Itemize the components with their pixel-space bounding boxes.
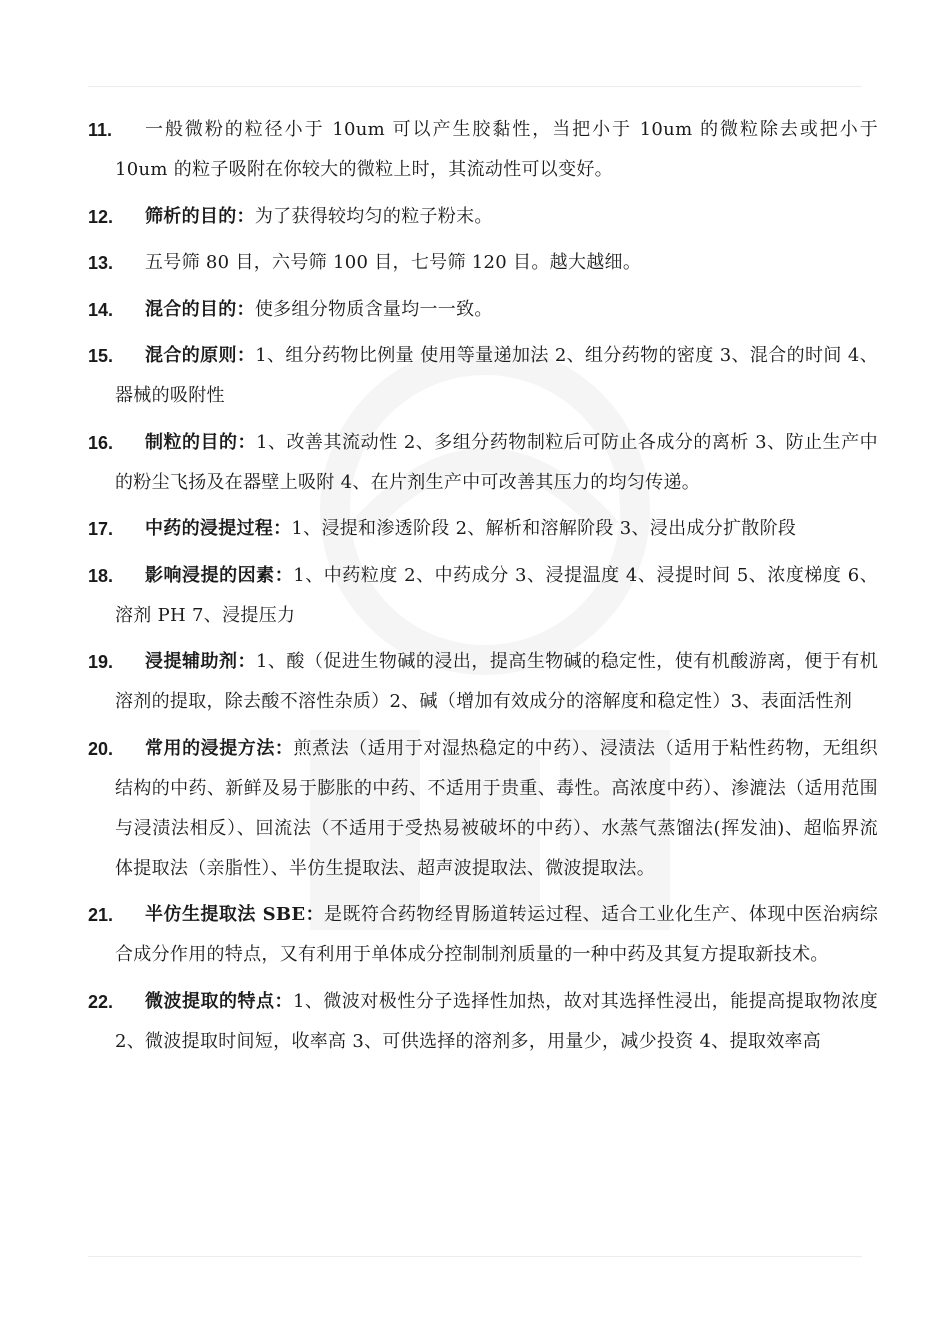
- item-body: 一般微粉的粒径小于 10um 可以产生胶黏性，当把小于 10um 的微粒除去或把小于 10um 的粒子吸附在你较大的微粒上时，其流动性可以变好。: [115, 119, 878, 180]
- item-number: 20.: [88, 738, 114, 759]
- item-number: 17.: [88, 519, 114, 539]
- item-number: 12.: [88, 206, 114, 227]
- item-body: 1、酸（促进生物碱的浸出，提高生物碱的稳定性，使有机酸游离，便于有机溶剂的提取，除去酸不溶性杂质）2、碱（增加有效成分的溶解度和稳定性）3、表面活性剂: [115, 651, 878, 712]
- item-number: 19.: [88, 652, 114, 672]
- item-text: [115, 982, 878, 1062]
- item-text: [115, 556, 878, 636]
- item-number: 21.: [88, 905, 114, 925]
- item-term: 半仿生提取法 SBE：: [145, 904, 325, 925]
- list-item: [88, 642, 878, 722]
- item-text: [115, 895, 878, 975]
- header-divider: [88, 86, 862, 87]
- item-number: 11.: [88, 120, 113, 140]
- item-body: 五号筛 80 目，六号筛 100 目，七号筛 120 目。越大越细。: [145, 252, 642, 273]
- item-text: [115, 290, 878, 330]
- item-body: 1、浸提和渗透阶段 2、解析和溶解阶段 3、浸出成分扩散阶段: [291, 518, 797, 539]
- item-text: [115, 423, 878, 503]
- item-term: 中药的浸提过程：: [145, 518, 292, 539]
- list-item: [88, 982, 878, 1062]
- list-item: [88, 110, 878, 190]
- item-number: 18.: [88, 565, 114, 586]
- item-text: [115, 509, 878, 549]
- item-body: 是既符合药物经胃肠道转运过程、适合工业化生产、体现中医治病综合成分作用的特点，又有利用于单体成分控制制剂质量的一种中药及其复方提取新技术。: [115, 904, 879, 965]
- item-number: 22.: [88, 991, 114, 1012]
- item-term: 制粒的目的：: [145, 431, 257, 453]
- item-text: [115, 642, 878, 722]
- item-term: 影响浸提的因素：: [145, 564, 294, 586]
- item-term: 筛析的目的：: [145, 205, 255, 227]
- item-number: 14.: [88, 299, 114, 320]
- item-text: [115, 197, 878, 237]
- item-number: 16.: [88, 432, 114, 453]
- list-item: [88, 423, 878, 503]
- item-body: 1、中药粒度 2、中药成分 3、浸提温度 4、浸提时间 5、浓度梯度 6、溶剂 PH 7、浸提压力: [115, 564, 878, 626]
- item-body: 1、微波对极性分子选择性加热，故对其选择性浸出，能提高提取物浓度 2、微波提取时间短，收率高 3、可供选择的溶剂多，用量少，减少投资 4、提取效率高: [115, 990, 878, 1052]
- item-body: 使多组分物质含量均一一致。: [254, 298, 493, 320]
- item-number: 15.: [88, 346, 114, 366]
- item-body: 1、组分药物比例量 使用等量递加法 2、组分药物的密度 3、混合的时间 4、器械的吸附性: [115, 345, 878, 406]
- list-item: [88, 729, 878, 889]
- item-body: 煎煮法（适用于对湿热稳定的中药）、浸渍法（适用于粘性药物，无组织结构的中药、新鲜及易于膨胀的中药、不适用于贵重、毒性。高浓度中药）、渗漉法（适用范围与浸渍法相反）、回流法（不适用于受热易被破坏的中药）、水蒸气蒸馏法(挥发油)、超临界流体提取法（亲脂性）、半仿生提取法、超声波提取法、微波提取法。: [115, 737, 878, 879]
- item-text: [115, 336, 878, 416]
- item-term: 微波提取的特点：: [145, 990, 293, 1012]
- item-term: 混合的目的：: [145, 298, 255, 320]
- list-item: [88, 895, 878, 975]
- item-text: [115, 110, 878, 190]
- list-item: [88, 243, 878, 283]
- list-item: [88, 336, 878, 416]
- item-term: 浸提辅助剂：: [145, 651, 256, 672]
- item-body: 1、改善其流动性 2、多组分药物制粒后可防止各成分的离析 3、防止生产中的粉尘飞扬及在器壁上吸附 4、在片剂生产中可改善其压力的均匀传递。: [115, 431, 878, 493]
- list-item: [88, 509, 878, 549]
- item-text: [115, 729, 878, 889]
- item-text: [115, 243, 878, 283]
- list-item: [88, 197, 878, 237]
- item-number: 13.: [88, 253, 114, 273]
- footer-divider: [88, 1256, 862, 1257]
- notes-list: [88, 110, 878, 1068]
- item-term: 常用的浸提方法：: [145, 737, 294, 759]
- list-item: [88, 556, 878, 636]
- item-term: 混合的原则：: [145, 345, 256, 366]
- item-body: 为了获得较均匀的粒子粉末。: [254, 205, 493, 227]
- list-item: [88, 290, 878, 330]
